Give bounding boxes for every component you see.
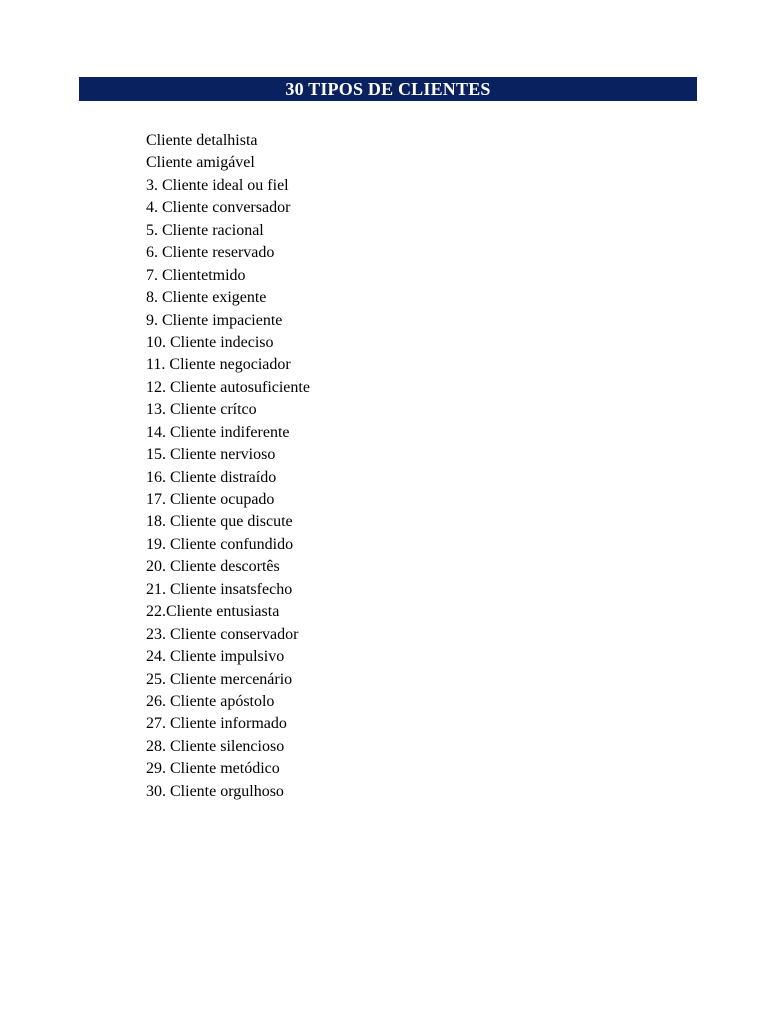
list-item: 26. Cliente apóstolo <box>146 692 275 710</box>
list-item: 22.Cliente entusiasta <box>146 603 280 621</box>
list-item: 19. Cliente confundido <box>146 535 294 553</box>
list-item: 11. Cliente negociador <box>146 356 291 374</box>
list-item: 18. Cliente que discute <box>146 513 293 531</box>
list-item: 8. Cliente exigente <box>146 289 267 307</box>
list-item: 24. Cliente impulsivo <box>146 648 285 666</box>
list-item: 4. Cliente conversador <box>146 199 291 217</box>
list-item: 9. Cliente impaciente <box>146 311 283 329</box>
list-item: 10. Cliente indeciso <box>146 333 274 351</box>
list-item: 12. Cliente autosuficiente <box>146 378 310 396</box>
list-item: 25. Cliente mercenário <box>146 670 293 688</box>
list-item: Cliente amigável <box>146 154 255 172</box>
list-item: 5. Cliente racional <box>146 221 264 239</box>
list-item: 16. Cliente distraído <box>146 468 277 486</box>
list-item: 15. Cliente nervioso <box>146 446 276 464</box>
list-item: 13. Cliente crítco <box>146 401 257 419</box>
list-item: 23. Cliente conservador <box>146 625 299 643</box>
list-item: 17. Cliente ocupado <box>146 491 275 508</box>
title-bar <box>79 77 697 101</box>
list-item: 21. Cliente insatsfecho <box>146 580 293 598</box>
list-item: 3. Cliente ideal ou fiel <box>146 176 289 194</box>
client-types-list <box>146 130 310 803</box>
list-item: 29. Cliente metódico <box>146 760 280 778</box>
list-item: 28. Cliente silencioso <box>146 737 285 755</box>
list-item: 27. Cliente informado <box>146 715 287 733</box>
list-item: 20. Cliente descortês <box>146 558 280 576</box>
list-item: 6. Cliente reservado <box>146 244 275 262</box>
list-item: 7. Clientetmido <box>146 266 246 284</box>
document-title: 30 TIPOS DE CLIENTES <box>285 79 491 99</box>
list-item: Cliente detalhista <box>146 132 258 149</box>
list-item: 14. Cliente indiferente <box>146 423 290 441</box>
list-item: 30. Cliente orgulhoso <box>146 782 284 800</box>
